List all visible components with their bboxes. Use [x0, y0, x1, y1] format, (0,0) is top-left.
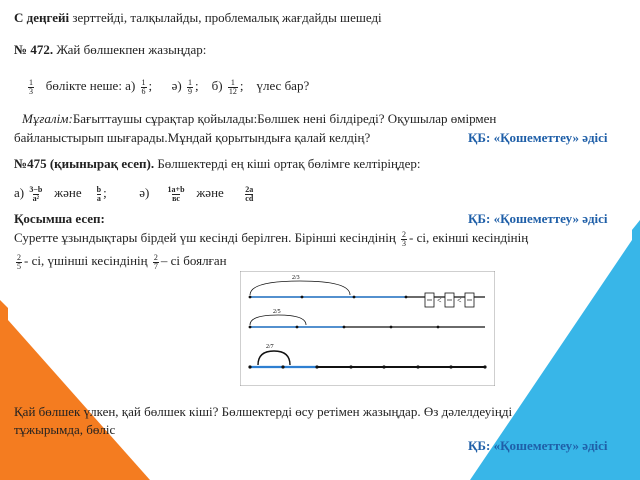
question-line-2: тұжырымда, бөліс — [14, 422, 116, 437]
kb-label-2: ҚБ: «Қошеметтеу» әдісі — [468, 211, 608, 226]
teacher-label: Мұғалім: — [22, 111, 73, 126]
task-472-number: № 472. — [14, 42, 54, 57]
extra-line-1 — [14, 230, 528, 248]
question-part: бөлікте неше: а) — [45, 78, 136, 93]
level-label: С деңгейі — [14, 10, 70, 25]
fraction-two-thirds: $\frac{2}{3}$ — [402, 229, 407, 248]
teacher-text-2: байланыстырып шығарады.Мұндай қорытындыға қалай келдің? — [14, 130, 371, 145]
teacher-line-1 — [22, 111, 496, 127]
task-475-items — [14, 185, 255, 203]
question-line-1: Қай бөлшек үлкен, қай бөлшек кіші? Бөлшектерді өсу ретімен жазыңдар. Өз дәлелдеуіңді — [14, 404, 513, 419]
comparison-boxes — [424, 290, 484, 310]
teacher-line-2 — [14, 130, 370, 146]
option-ae: ә) — [171, 78, 182, 93]
extra-text-1: Суретте ұзындықтары бірдей үш кесінді берілген. Бірінші кесіндінің — [14, 230, 396, 245]
kb-label-3: ҚБ: «Қошеметтеу» әдісі — [468, 438, 608, 453]
fraction-ae: $\frac{1}{9}$ — [188, 77, 193, 96]
fraction-two-fifths: $\frac{2}{5}$ — [17, 252, 21, 271]
teacher-text-1: Бағыттаушы сұрақтар қойылады:Бөлшек нені білдіреді? Оқушылар өмірмен — [72, 111, 497, 126]
extra-text-1-end: - сі, екінші кесіндінің — [409, 230, 529, 245]
extra-text-2: - сі, үшінші кесіндінің — [24, 253, 148, 268]
compare-sign-1: < — [437, 296, 442, 305]
fraction-a: $\frac{1}{6}$ — [141, 77, 146, 96]
fraction-ae2: $\frac{2a}{cd}$ — [245, 184, 254, 203]
separator: ; — [195, 78, 199, 93]
option-b: б) — [211, 78, 223, 93]
segment-3-label: 2/7 — [266, 344, 274, 350]
kb-label-1: ҚБ: «Қошеметтеу» әдісі — [468, 130, 608, 145]
fraction-a1: $\frac{3-b}{\text{a²}}$ — [29, 184, 43, 203]
task-475-heading — [14, 156, 421, 172]
level-line — [14, 10, 382, 26]
fraction-a2: $\frac{b}{a}$ — [96, 184, 102, 203]
item-ae: ә) — [139, 185, 150, 200]
task-472-question — [26, 78, 309, 96]
task-475-text: Бөлшектерді ең кіші ортақ бөлімге келтіріңдер: — [154, 156, 421, 171]
separator: ; — [103, 185, 107, 200]
task-475-number: №475 (қиынырақ есеп). — [14, 156, 155, 171]
conjunction: және — [54, 185, 82, 200]
fraction-b: $\frac{1}{12}$ — [228, 77, 237, 96]
separator: ; — [148, 78, 153, 93]
fraction-two-sevenths: $\frac{2}{7}$ — [153, 252, 158, 271]
separator: ; — [239, 78, 244, 93]
extra-title: Қосымша есеп: — [14, 211, 105, 226]
segment-1-label: 2/3 — [292, 275, 300, 281]
segment-2-label: 2/5 — [273, 309, 281, 315]
segments-diagram — [240, 271, 495, 386]
task-472-text: Жай бөлшекпен жазыңдар: — [53, 42, 207, 57]
question-tail: үлес бар? — [256, 78, 310, 93]
slide-content — [8, 0, 632, 480]
compare-sign-2: < — [457, 296, 462, 305]
conjunction: және — [196, 185, 224, 200]
item-a: а) — [14, 185, 25, 200]
task-472-heading — [14, 42, 206, 58]
level-rest: зерттейді, талқылайды, проблемалық жағдайды шешеді — [69, 10, 382, 25]
extra-line-2 — [14, 253, 227, 271]
fraction-ae1: 1a+b вc — [167, 184, 185, 203]
extra-text-2-end: – сі боялған — [160, 253, 227, 268]
fraction-one-third: $\frac{1}{3}$ — [29, 77, 33, 96]
